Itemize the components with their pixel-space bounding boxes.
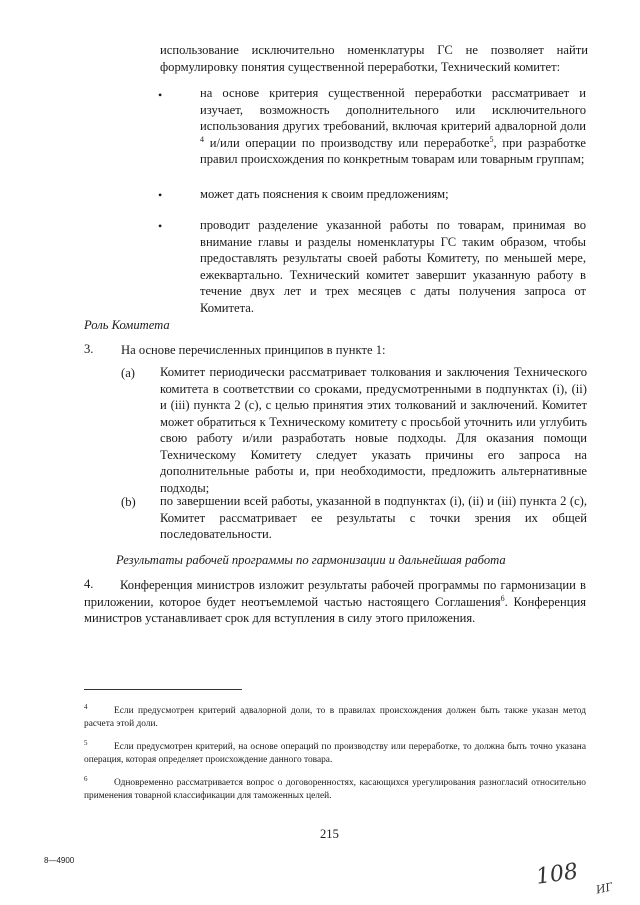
intro-paragraph: использование исключительно номенклатуры ГС не позволяет найти формулировку понятия существенной переработки, Технический комитет:	[160, 43, 588, 74]
paragraph-number-3: 3.	[84, 342, 94, 356]
subitem-b-text: по завершении всей работы, указанной в подпунктах (i), (ii) и (iii) пункта 2 (с), Комитет рассматривает ее результаты с точки зрения их общей последовательности.	[160, 494, 587, 541]
subitem-a-label: (a)	[121, 366, 135, 380]
handwritten-page-mark: 108	[534, 859, 580, 890]
bullet-item-1	[200, 85, 586, 168]
bullet-marker-1: •	[158, 88, 163, 102]
paragraph-number-4: 4.	[84, 577, 94, 591]
footnote-ref-4: 4	[200, 134, 204, 144]
paragraph-4-text	[84, 577, 586, 627]
handwritten-initials: ИГ	[594, 880, 615, 897]
section-heading-committee-role: Роль Комитета	[84, 318, 170, 332]
footnote-ref-5: 5	[489, 134, 494, 144]
bullet-marker-2: •	[158, 188, 163, 202]
footnote-5-number: 5	[84, 739, 88, 747]
footnote-4-text: Если предусмотрен критерий адвалорной доли, то в правилах происхождения должен быть также указан метод расчета этой доли.	[84, 706, 586, 729]
footnote-4-number: 4	[84, 703, 88, 711]
section-heading-harmonization: Результаты рабочей программы по гармонизации и дальнейшая работа	[116, 553, 506, 567]
bullet-item-2: может дать пояснения к своим предложениям;	[200, 187, 449, 201]
bullet-item-3: проводит разделение указанной работы по товарам, принимая во внимание главы и разделы номенклатуры ГС таким образом, чтобы предоставлять результаты своей работы Комитету, по меньшей мере, ежеквартально. Технический комитет завершит указанную работу в течение двух лет и трех месяцев с даты получения запроса от Комитета.	[200, 218, 586, 315]
footnote-ref-6: 6	[500, 593, 505, 603]
subitem-b-label: (b)	[121, 495, 136, 509]
print-code: 8—4900	[44, 856, 75, 865]
bullet-1-text-b: и/или операции по производству или переработке	[204, 135, 490, 150]
bullet-1-text-a: на основе критерия существенной переработки рассматривает и изучает, возможность дополнительного или исключительного использования других требований, включая критерий адвалорной доли	[200, 86, 586, 133]
footnote-5-text: Если предусмотрен критерий, на основе операций по производству или переработке, то должна быть точно указана операция, которая определяет происхождение данного товара.	[84, 742, 586, 765]
paragraph-4-text-a: Конференция министров изложит результаты рабочей программы по гармонизации в приложении, которое будет неотъемлемой частью настоящего Соглашения	[84, 578, 586, 609]
paragraph-4-text-b: . Конференция министров устанавливает срок для вступления в силу этого приложения.	[84, 594, 586, 625]
paragraph-3-text: На основе перечисленных принципов в пункте 1:	[121, 343, 386, 357]
page-number: 215	[320, 827, 339, 841]
bullet-marker-3: •	[158, 219, 163, 233]
footnote-separator	[84, 689, 242, 690]
footnote-6-text: Одновременно рассматривается вопрос о договоренностях, касающихся урегулирования разногласий относительно применения товарной классификации для таможенных целей.	[84, 778, 586, 801]
subitem-a-text: Комитет периодически рассматривает толкования и заключения Технического комитета в соответствии со сроками, предусмотренными в подпунктах (i), (ii) и (iii) пункта 2 (с), с целью принятия этих толкований и заключений. Комитет может обратиться к Техническому комитету с просьбой уточнить или углубить свою работу и/или разработать новые подходы. Для оказания помощи Техническому Комитету следует указать причины его запроса на дополнительные работы и, при необходимости, предложить альтернативные подходы;	[160, 365, 587, 495]
footnote-6-number: 6	[84, 775, 88, 783]
bullet-1-text-c: , при разработке правил происхождения по конкретным товарам или товарным группам;	[200, 135, 587, 166]
